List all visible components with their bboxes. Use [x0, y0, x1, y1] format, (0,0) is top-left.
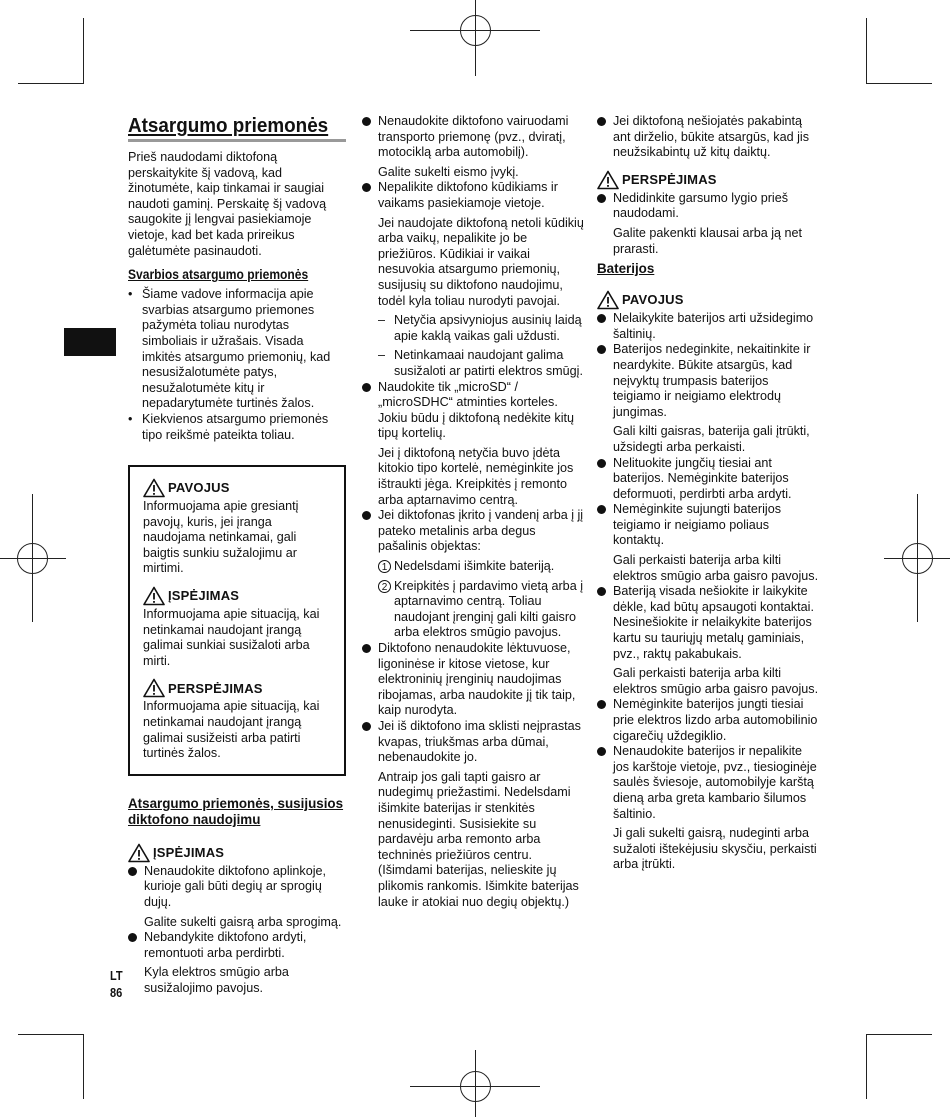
list-item-note: Gali perkaisti baterija arba kilti elektros smūgio arba gaisro pavojus. — [613, 553, 819, 583]
numbered-step — [362, 559, 584, 575]
warning-triangle-icon — [597, 290, 619, 310]
warning-triangle-icon — [143, 586, 165, 606]
language-code: LT — [110, 968, 123, 983]
danger-description: Informuojama apie gresiantį pavojų, kuris, jei įranga naudojama netinkamai, gali baigtis sunkiu sužalojimu ar mirtimi. — [143, 499, 299, 576]
list-item: Jei diktofoną nešiojatės pakabintą ant dirželio, būkite atsargūs, kad jis neužsikabintų už kitų daiktų. — [597, 114, 819, 161]
list-item-note: Galite sukelti eismo įvykį. — [378, 164, 519, 179]
list-item: Nedidinkite garsumo lygio prieš naudodami. — [597, 191, 819, 222]
list-item-note: Galite pakenkti klausai arba ją net prarasti. — [613, 225, 803, 256]
warning-description: Informuojama apie situaciją, kai netinkamai naudojant įrangą galimai sunkiai susižaloti arba mirti. — [143, 607, 320, 668]
caution-label: PERSPĖJIMAS — [143, 677, 332, 699]
caution-description: Informuojama apie situaciją, kai netinkamai naudojant įrangą galimai susižeisti arba patirti turtinės žalos. — [143, 699, 320, 761]
step-number: 2 — [378, 580, 391, 593]
step-text: Nedelsdami išimkite bateriją. — [394, 559, 555, 574]
batteries-heading: Baterijos — [597, 261, 655, 277]
list-item: Nenaudokite diktofono vairuodami transporto priemonę (pvz., dviratį, motociklą arba automobilį). — [362, 114, 584, 161]
step-number: 1 — [378, 560, 391, 573]
list-item: Nemėginkite sujungti baterijos teigiamo ir neigiamo poliaus kontaktų. — [597, 502, 819, 549]
list-item: Diktofono nenaudokite lėktuvuose, ligoninėse ir kitose vietose, kur elektroninių įrenginių naudojimas ribojamas, arba naudokite jį tik taip, kaip nurodyta. — [362, 641, 584, 719]
list-item: Nebandykite diktofono ardyti, remontuoti arba perdirbti. — [128, 930, 346, 961]
list-item: Nemėginkite baterijos jungti tiesiai prie elektros lizdo arba automobilinio cigarečių uždegiklio. — [597, 697, 819, 744]
list-item: Nelituokite jungčių tiesiai ant baterijos. Nemėginkite baterijos deformuoti, perdirbti arba ardyti. — [597, 456, 819, 503]
important-heading: Svarbios atsargumo priemonės — [128, 267, 309, 283]
recorder-precautions-heading: Atsargumo priemonės, susijusios diktofono naudojimu — [128, 795, 344, 827]
list-item-note: Antraip jos gali tapti gaisro ar nudegimų priežastimi. Nedelsdami išimkite baterijas ir stenkitės nenusideginti. Susisiekite su pardavėju arba remonto arba techninės priežiūros centru. (Išimdami baterijas, nelieskite jų plikomis rankomis. Išimkite baterijas lauke ir atokiai nuo degių objektų.) — [378, 769, 579, 909]
numbered-step — [362, 579, 584, 641]
warning-label: ĮSPĖJIMAS — [128, 842, 346, 864]
list-item: Nelaikykite baterijos arti užsidegimo šaltinių. — [597, 311, 819, 342]
list-item-note: Galite sukelti gaisrą arba sprogimą. — [144, 914, 342, 929]
list-item: Bateriją visada nešiokite ir laikykite dėkle, kad būtų apsaugoti kontaktai. Nesinešiokite ir nelaikykite baterijos kartu su tauriųjų metalų gaminiais, pvz., raktų pakabukais. — [597, 584, 819, 662]
list-item: Jei diktofonas įkrito į vandenį arba į jį pateko metalinis arba degus pašalinis objektas: — [362, 508, 584, 555]
list-item-note: Gali kilti gaisras, baterija gali įtrūkti, užsidegti arba perkaisti. — [613, 424, 810, 454]
page-number: 86 — [110, 985, 123, 1000]
caution-label: PERSPĖJIMAS — [597, 169, 819, 191]
page-title: Atsargumo priemonės — [128, 114, 329, 137]
dash-item: – Netyčia apsivyniojus ausinių laidą apie kaklą vaikas gali uždusti. — [362, 313, 584, 344]
list-item: Nenaudokite baterijos ir nepalikite jos karštoje vietoje, pvz., tiesioginėje saulės šviesoje, automobilyje karštą dieną arba greta kambario šilumos šaltinio. — [597, 744, 819, 822]
warning-triangle-icon — [597, 170, 619, 190]
list-item: Baterijos nedeginkite, nekaitinkite ir neardykite. Būkite atsargūs, kad neįvyktų trumpasis baterijos teigiamo ir neigiamo elektrodų jungimas. — [597, 342, 819, 420]
column-left — [128, 114, 346, 997]
list-item: • Kiekvienos atsargumo priemonės tipo reikšmė pateikta toliau. — [128, 412, 346, 443]
list-item: • Šiame vadove informacija apie svarbias atsargumo priemones pažymėta toliau nurodytas simboliais ir užrašais. Visada imkitės atsargumo priemonių, kad nesusižalotumėte patys, nesužalotumėte kitų ir nepadarytumėte turtinės žalos. — [128, 287, 346, 412]
warning-triangle-icon — [128, 843, 150, 863]
page-footer — [110, 967, 123, 1001]
section-tab-marker — [64, 328, 116, 356]
list-item: Jei iš diktofono ima sklisti neįprastas kvapas, triukšmas arba dūmai, nebenaudokite jo. — [362, 719, 584, 766]
list-item-note: Kyla elektros smūgio arba susižalojimo pavojus. — [144, 965, 289, 995]
list-item: Nenaudokite diktofono aplinkoje, kurioje gali būti degių ar sprogių dujų. — [128, 864, 346, 911]
list-item: Naudokite tik „microSD“ / „microSDHC“ atminties korteles. Jokiu būdu į diktofoną nedėkite kitų tipų kortelių. — [362, 380, 584, 442]
column-right — [597, 114, 819, 873]
list-item-note: Gali perkaisti baterija arba kilti elektros smūgio arba gaisro pavojus. — [613, 666, 819, 696]
danger-label: PAVOJUS — [143, 477, 332, 499]
warning-triangle-icon — [143, 478, 165, 498]
warning-triangle-icon — [143, 678, 165, 698]
intro-paragraph: Prieš naudodami diktofoną perskaitykite šį vadovą, kad žinotumėte, kaip tinkamai ir saugiai naudoti gaminį. Perskaitę šį vadovą saugokite jį lengvai pasiekiamoje vietoje, kad bet kada prireikus galėtumėte pasinaudoti. — [128, 150, 327, 258]
warning-label: ĮSPĖJIMAS — [143, 585, 332, 607]
dash-item: – Netinkamaai naudojant galima susižaloti ar patirti elektros smūgį. — [362, 348, 584, 379]
list-item-note: Jei į diktofoną netyčia buvo įdėta kitokio tipo kortelė, nemėginkite jos ištraukti jėga. Kreipkitės į remonto arba aptarnavimo centrą. — [378, 445, 574, 507]
step-text: Kreipkitės į pardavimo vietą arba į aptarnavimo centrą. Toliau naudojant įrenginį gali kilti gaisro arba elektros smūgio pavojus. — [394, 578, 583, 640]
column-middle — [362, 114, 584, 910]
list-item-note: Ji gali sukelti gaisrą, nudeginti arba sužaloti ištekėjusiu skysčiu, perkaisti arba įtrūkti. — [613, 826, 817, 872]
danger-label: PAVOJUS — [597, 289, 819, 311]
list-item-note: Jei naudojate diktofoną netoli kūdikių arba vaikų, nepalikite jo be priežiūros. Kūdikiai ir vaikai nesuvokia atsargumo priemonių, susijusių su diktofono naudojimu, todėl kyla toliau nurodyti pavojai. — [378, 215, 584, 308]
title-underline-rule — [128, 139, 346, 142]
list-item: Nepalikite diktofono kūdikiams ir vaikams pasiekiamoje vietoje. — [362, 180, 584, 211]
symbols-legend-box — [128, 465, 346, 776]
